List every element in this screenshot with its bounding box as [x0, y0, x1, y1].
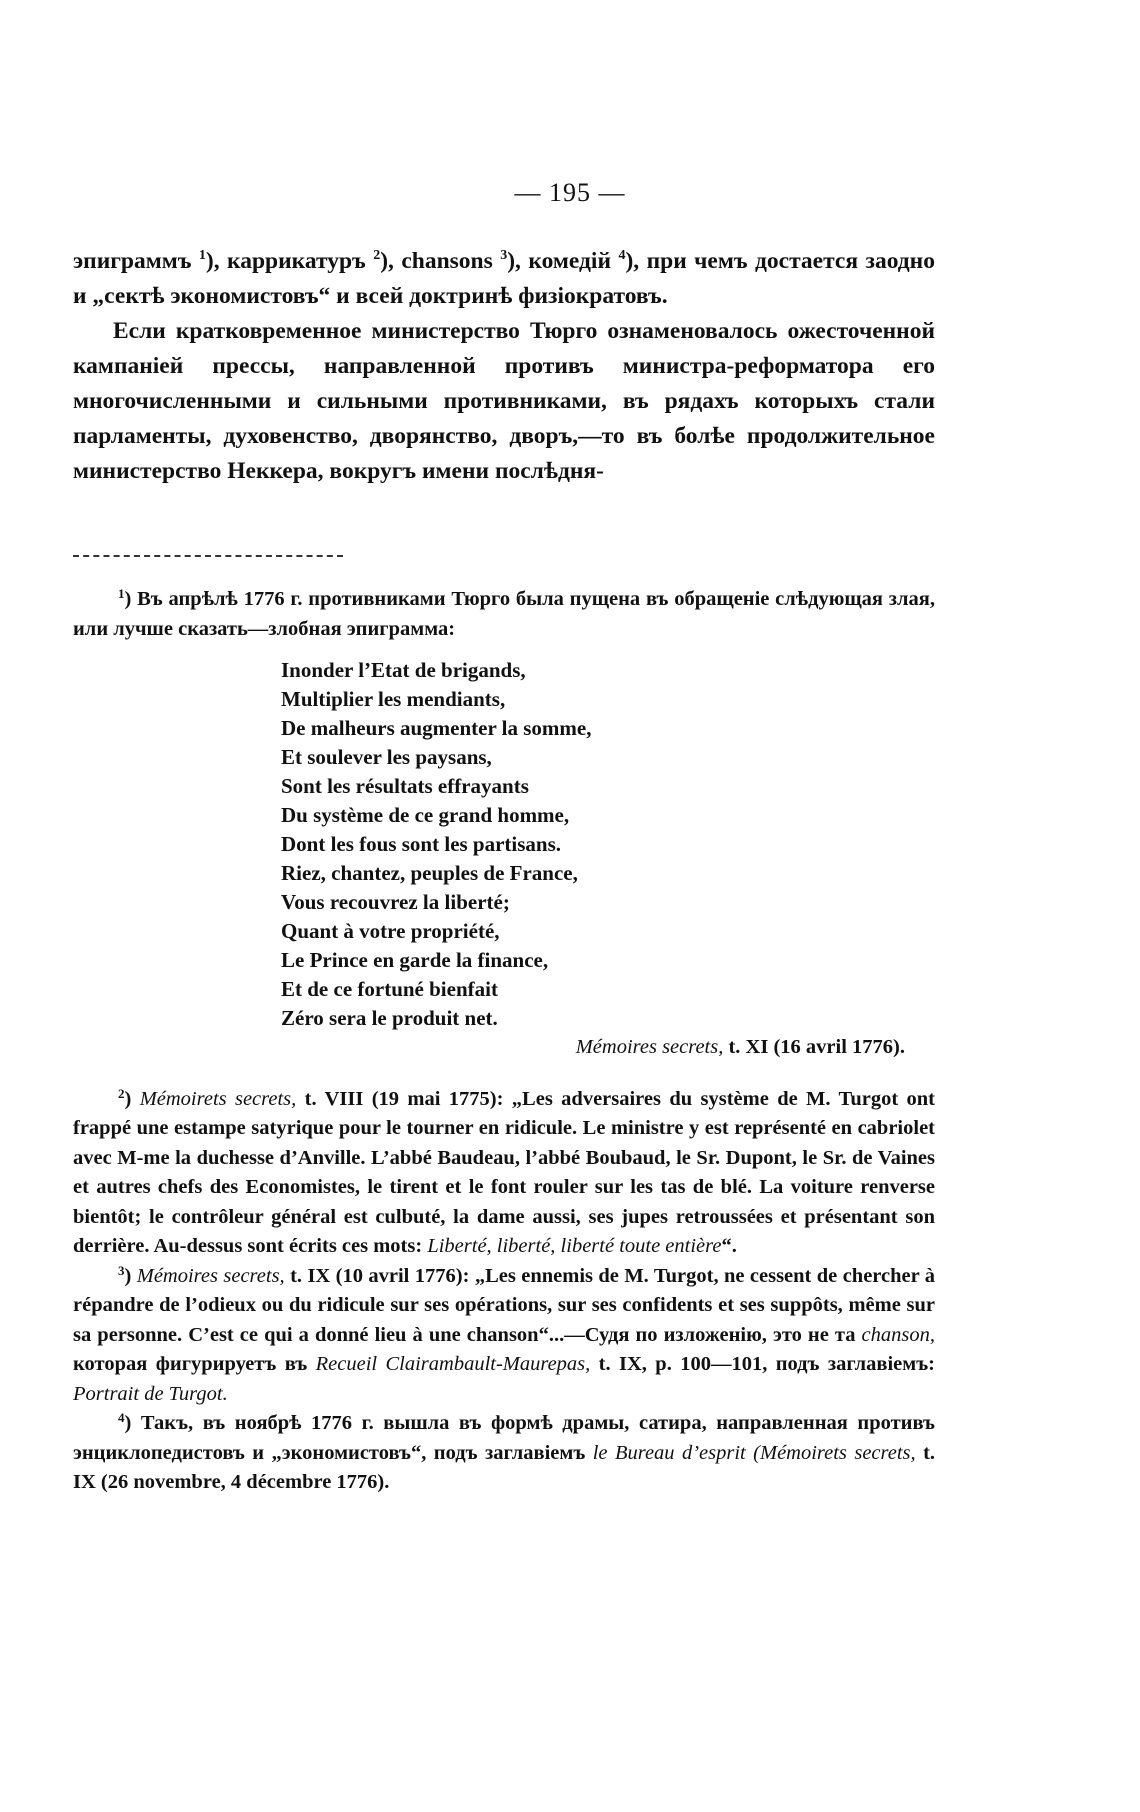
poem-line: Inonder l’Etat de brigands, [281, 658, 526, 682]
epigram-poem [281, 656, 935, 1033]
footnote-ref-4: 4 [618, 248, 626, 263]
paragraph-ministry: Если кратковременное министерство Тюрго ознаменовалось ожесточенной кампаніей прессы, направленной противъ министра-реформатора его многочисленными и сильными противниками, въ рядахъ которыхъ стали парламенты, духовенство, дворянство, дворъ,—то въ болѣе продолжительное министерство Неккера, вокругъ имени послѣдня- [73, 318, 935, 484]
footnotes [73, 585, 935, 1498]
main-text [73, 244, 935, 489]
footnote-ref-3: 3 [500, 248, 508, 263]
poem-line: Le Prince en garde la finance, [281, 948, 549, 972]
footnote-separator [73, 555, 343, 557]
poem-source: Mémoires secrets, t. XI (16 avril 1776). [575, 1036, 905, 1058]
paragraph-continuation: эпиграммъ $^1$), каррикатуръ $^2$), chansons $^3$), комедій $^4$), при чемъ достается заодно и „сектѣ экономистовъ“ и всей доктринѣ физіократовъ. [73, 248, 935, 309]
poem-line: Et de ce fortuné bienfait [281, 977, 498, 1001]
footnote-ref-1: 1 [198, 248, 206, 263]
poem-line: Quant à votre propriété, [281, 919, 500, 943]
poem-line: Du système de ce grand homme, [281, 803, 570, 827]
poem-line: Zéro sera le produit net. [281, 1006, 498, 1030]
footnote-3: $^3$) Mémoires secrets, t. IX (10 avril 1776): „Les ennemis de M. Turgot, ne cessent de chercher à répandre de l’odieux ou du ridicule sur ses opérations, sur ses confidents et ses suppôts, même sur sa personne. C’est ce qui a donné lieu à une chanson“...—Судя по изложенію, это не та chanson, которая фигурируетъ въ Recueil Clairambault-Maurepas, t. IX, p. 100—101, подъ заглавіемъ: Portrait de Turgot. [73, 1262, 936, 1405]
footnote-2: $^2$) Mémoirets secrets, t. VIII (19 mai 1775): „Les adversaires du système de M. Turgot ont frappé une estampe satyrique pour le tourner en ridicule. Le ministre y est représenté en cabriolet avec M-me la duchesse d’Anville. L’abbé Baudeau, l’abbé Boubaud, le Sr. Dupont, le Sr. de Vaines et autres chefs des Economistes, le tirent et le font rouler sur les tas de blé. La voiture renverse bientôt; le contrôleur général est culbuté, la dame aussi, ses jupes retroussées et présentant son derrière. Au-dessus sont écrits ces mots: Liberté, liberté, liberté toute entière“. [73, 1085, 935, 1257]
page-number: — 195 — [514, 178, 626, 207]
footnote-4: $^4$) Такъ, въ ноябрѣ 1776 г. вышла въ формѣ драмы, сатира, направленная противъ энциклопедистовъ и „экономистовъ“, подъ заглавіемъ le Bureau d’esprit (Mémoirets secrets, t. IX (26 novembre, 4 décembre 1776). [73, 1410, 936, 1493]
poem-line: Vous recouvrez la liberté; [281, 890, 510, 914]
poem-line: Dont les fous sont les partisans. [281, 832, 562, 856]
footnote-1: $^1$) Въ апрѣлѣ 1776 г. противниками Тюрго была пущена въ обращеніе слѣдующая злая, или лучше сказать—злобная эпиграмма: [73, 586, 935, 640]
poem-line: Multiplier les mendiants, [281, 687, 506, 711]
footnote-ref-2: 2 [373, 248, 381, 263]
poem-line: Et soulever les paysans, [281, 745, 492, 769]
poem-line: De malheurs augmenter la somme, [281, 716, 592, 740]
poem-line: Riez, chantez, peuples de France, [281, 861, 578, 885]
poem-line: Sont les résultats effrayants [281, 774, 529, 798]
